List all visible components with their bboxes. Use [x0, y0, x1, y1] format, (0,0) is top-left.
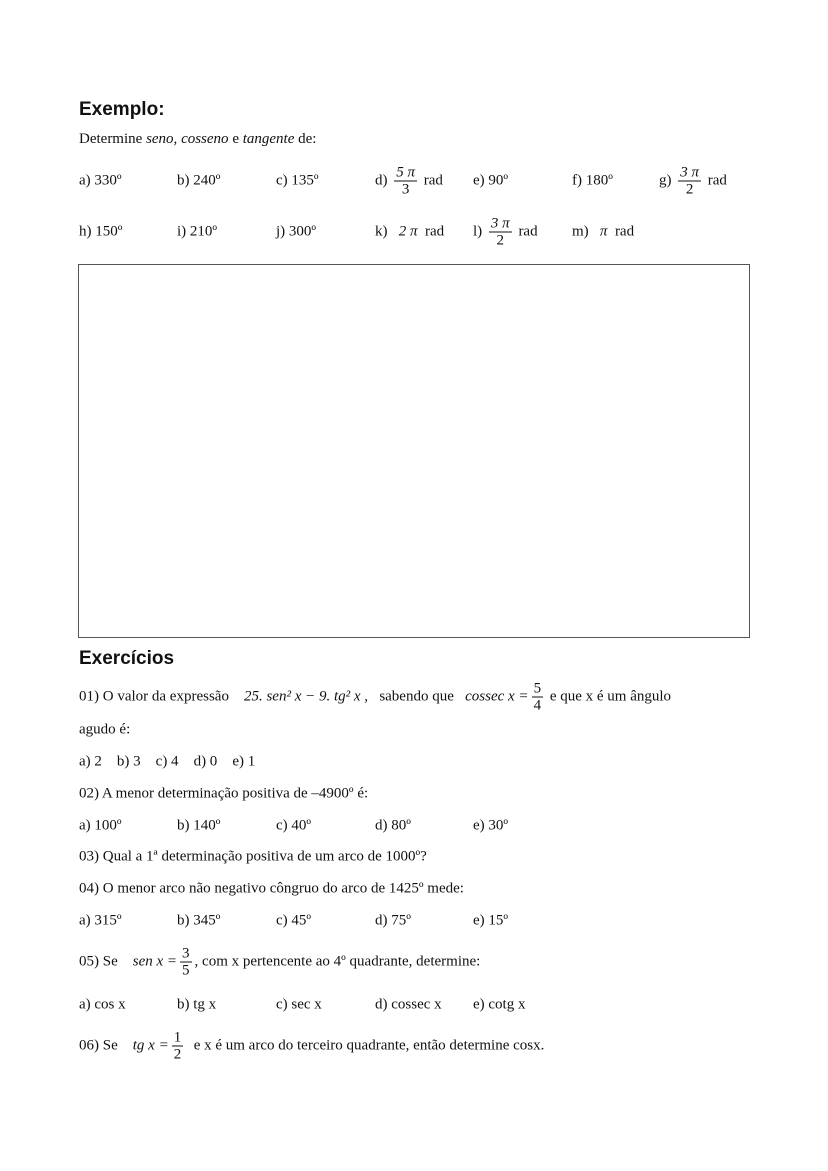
question-01-cont: agudo é: — [79, 721, 131, 738]
option: b) 140º — [177, 817, 221, 834]
option: c) 40º — [276, 817, 312, 834]
question-05: 05) Se sen x = $\frac{3}{5}$ , com x pertencente ao 4º quadrante, determine: — [79, 945, 481, 979]
option: d) cossec x — [375, 996, 442, 1013]
option: a) 315º — [79, 912, 122, 929]
option: e) 30º — [473, 817, 509, 834]
item-c: c) 135º — [276, 172, 319, 189]
option: d) 80º — [375, 817, 411, 834]
question-01-options: a) 2 b) 3 c) 4 d) 0 e) 1 — [79, 753, 256, 770]
item-i: i) 210º — [177, 223, 218, 240]
example-title: Exemplo: — [79, 99, 165, 120]
item-b: b) 240º — [177, 172, 221, 189]
option: a) cos x — [79, 996, 126, 1013]
option: c) 45º — [276, 912, 312, 929]
question-02: 02) A menor determinação positiva de –4900º é: — [79, 785, 369, 802]
question-03: 03) Qual a 1ª determinação positiva de um arco de 1000º? — [79, 848, 427, 865]
example-intro: Determine seno, cosseno e tangente de: — [79, 131, 317, 147]
question-06: 06) Se tg x = $\frac{1}{2}$ e x é um arco do terceiro quadrante, então determine cosx. — [79, 1029, 545, 1063]
option: c) sec x — [276, 996, 322, 1013]
item-k: k) 2 π rad — [375, 223, 445, 240]
item-h: h) 150º — [79, 223, 123, 240]
item-g: g) $\frac{3 \pi}{2}$ rad — [659, 164, 727, 198]
item-j: j) 300º — [276, 223, 317, 240]
exercises-title: Exercícios — [79, 648, 175, 669]
option: a) 100º — [79, 817, 122, 834]
answer-box — [78, 264, 750, 638]
item-f: f) 180º — [572, 172, 613, 189]
option: e) cotg x — [473, 996, 526, 1013]
question-04: 04) O menor arco não negativo côngruo do arco de 1425º mede: — [79, 880, 464, 897]
option: d) 75º — [375, 912, 411, 929]
question-01: 01) O valor da expressão 25. sen² x − 9. tg² x , sabendo que cossec x = $\frac{5}{4}$ e que x é um ângulo — [79, 680, 672, 714]
option: b) tg x — [177, 996, 217, 1013]
item-a: a) 330º — [79, 172, 122, 189]
item-m: m) π rad — [572, 223, 635, 240]
item-l: l) $\frac{3 \pi}{2}$ rad — [473, 215, 538, 249]
item-e: e) 90º — [473, 172, 509, 189]
option: e) 15º — [473, 912, 509, 929]
item-d: d) $\frac{5 \pi}{3}$ rad — [375, 164, 443, 198]
option: b) 345º — [177, 912, 221, 929]
